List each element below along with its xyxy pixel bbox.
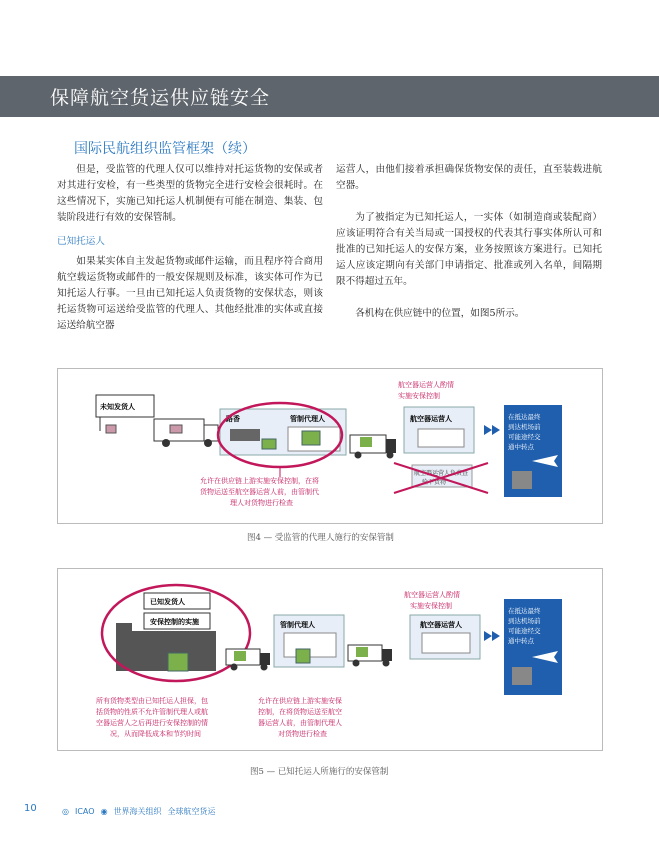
unknown-shipper-label: 未知发货人: [100, 403, 135, 411]
figure-5-diagram: [58, 569, 602, 750]
page-number: 10: [24, 803, 37, 814]
fig5-note-left-3: 空器运营人之后再进行安保控制的情: [96, 719, 208, 727]
operator-label: 航空器运营人: [420, 621, 462, 629]
fig4-note-line2: 货物运送至航空器运营人前，由管制代: [200, 488, 319, 496]
regulated-agent-label: 管制代理人: [290, 415, 325, 423]
footer-tag: 全球航空货运: [167, 806, 216, 816]
paragraph: 运营人，由他们接着承担确保货物安保的责任，直至装载进航空器。: [336, 164, 602, 191]
fig5-note-left-4: 况，从而降低成本和节约时间: [110, 730, 201, 738]
fig5-note-mid-3: 器运营人前，由管制代理人: [258, 719, 342, 727]
destination-line3: 可能途经交: [508, 433, 541, 441]
icao-label: ICAO: [74, 806, 95, 816]
truck-icon: [350, 435, 396, 459]
truck-icon: [226, 649, 270, 671]
fig5-note-left-2: 括货物的性质不允许管制代理人或航: [96, 708, 208, 716]
title-banner: [0, 76, 659, 117]
arrow-icons: [484, 425, 500, 435]
warehouse-label: 路香: [226, 415, 240, 423]
operator-note-line1: 航空器运营人酌情: [404, 591, 460, 599]
footer: [0, 798, 659, 828]
paragraph: 为了被指定为已知托运人，一实体（如制造商或装配商）应该证明符合有关当局或一国授权的代表其行事实体所认可和批准的已知托运人的安保方案，业务按照该方案进行。已知托运人应该定期向有关部门申请指定、批准或列入名单，间隔期限不得超过五年。: [336, 212, 602, 287]
operator-note-line2: 实施安保控制: [410, 602, 452, 610]
figure-4-caption: 图4 — 受监管的代理人施行的安保管制: [247, 533, 394, 543]
cargo-container-icon: [512, 471, 532, 489]
figure-4: [57, 368, 603, 524]
package-icon: [106, 425, 116, 433]
cargo-container-icon: [512, 667, 532, 685]
fig5-note-mid-2: 控制，在将货物运送至航空: [258, 708, 342, 716]
secure-facility-label: 安保控制的实施: [150, 618, 199, 626]
footer-logos: [62, 800, 222, 822]
destination-line3: 可能途经交: [508, 627, 541, 635]
paragraph: 如果某实体自主发起货物或邮件运输，而且程序符合商用航空载运货物或邮件的一般安保规则及标准，该实体可作为已知托运人行事。一旦由已知托运人负责货物的安保状态，则该托运货物可运送给受监管的代理人、其他经批准的实体或直接运送给航空器: [57, 256, 323, 331]
fig5-note-mid-4: 对货物进行检查: [278, 730, 327, 738]
icao-logo-icon: ◎: [62, 806, 69, 816]
factory-icon: [116, 631, 216, 671]
paragraph: 但是，受监管的代理人仅可以维持对托运货物的安保或者对其进行安检，有一些类型的货物完全进行安检会很耗时。在这些情况下，实施已知托运人机制便有可能在制造、集装、包装阶段进行有效的安保管制。: [57, 164, 323, 223]
figure-5-caption: 图5 — 已知托运人所施行的安保管制: [250, 767, 389, 777]
destination-line2: 到达机场前: [508, 617, 541, 625]
screening-machine-icon: [230, 429, 260, 441]
known-shipper-label: 已知发货人: [150, 598, 185, 606]
paragraph: 各机构在供应链中的位置，如图5所示。: [355, 308, 525, 319]
destination-line4: 通中转点: [508, 637, 534, 645]
truck-icon: [348, 645, 392, 667]
fig5-note-left-1: 所有货物类型由已知托运人担保，包: [96, 697, 208, 705]
fig4-note-line3: 理人对货物进行检查: [230, 499, 293, 507]
arrow-icons: [484, 631, 500, 641]
left-column: [57, 162, 323, 334]
destination-line1: 在抵达最终: [508, 413, 541, 421]
cargo-stack-icon: [168, 653, 188, 671]
wco-label: 世界海关组织: [113, 806, 162, 816]
cargo-stack-icon: [302, 431, 320, 445]
right-column: [336, 162, 602, 322]
operator-note-line2: 实施安保控制: [398, 392, 440, 400]
figure-5: [57, 568, 603, 751]
subheading-known-shipper: 已知托运人: [57, 236, 105, 247]
crossed-label-2: 验下货物: [422, 479, 447, 486]
destination-line4: 通中转点: [508, 443, 534, 451]
regulated-agent-label: 管制代理人: [280, 621, 315, 629]
cargo-icon: [296, 649, 310, 663]
cargo-icon: [262, 439, 276, 449]
destination-line1: 在抵达最终: [508, 607, 541, 615]
figure-4-diagram: [58, 369, 602, 523]
fig4-note-line1: 允许在供应链上游实施安保控制，在将: [200, 477, 319, 485]
operator-note-line1: 航空器运营人酌情: [398, 381, 454, 389]
wco-logo-icon: ◉: [100, 806, 108, 816]
page-title: 保障航空货运供应链安全: [50, 87, 271, 109]
destination-line2: 到达机场前: [508, 423, 541, 431]
operator-facility-box: [418, 429, 464, 447]
truck-icon: [154, 419, 218, 447]
crossed-label: 航空器运营人负责查: [414, 470, 469, 477]
section-title: 国际民航组织监管框架（续）: [74, 141, 256, 157]
fig5-note-mid-1: 允许在供应链上游实施安保: [258, 697, 342, 705]
operator-label: 航空器运营人: [410, 415, 452, 423]
